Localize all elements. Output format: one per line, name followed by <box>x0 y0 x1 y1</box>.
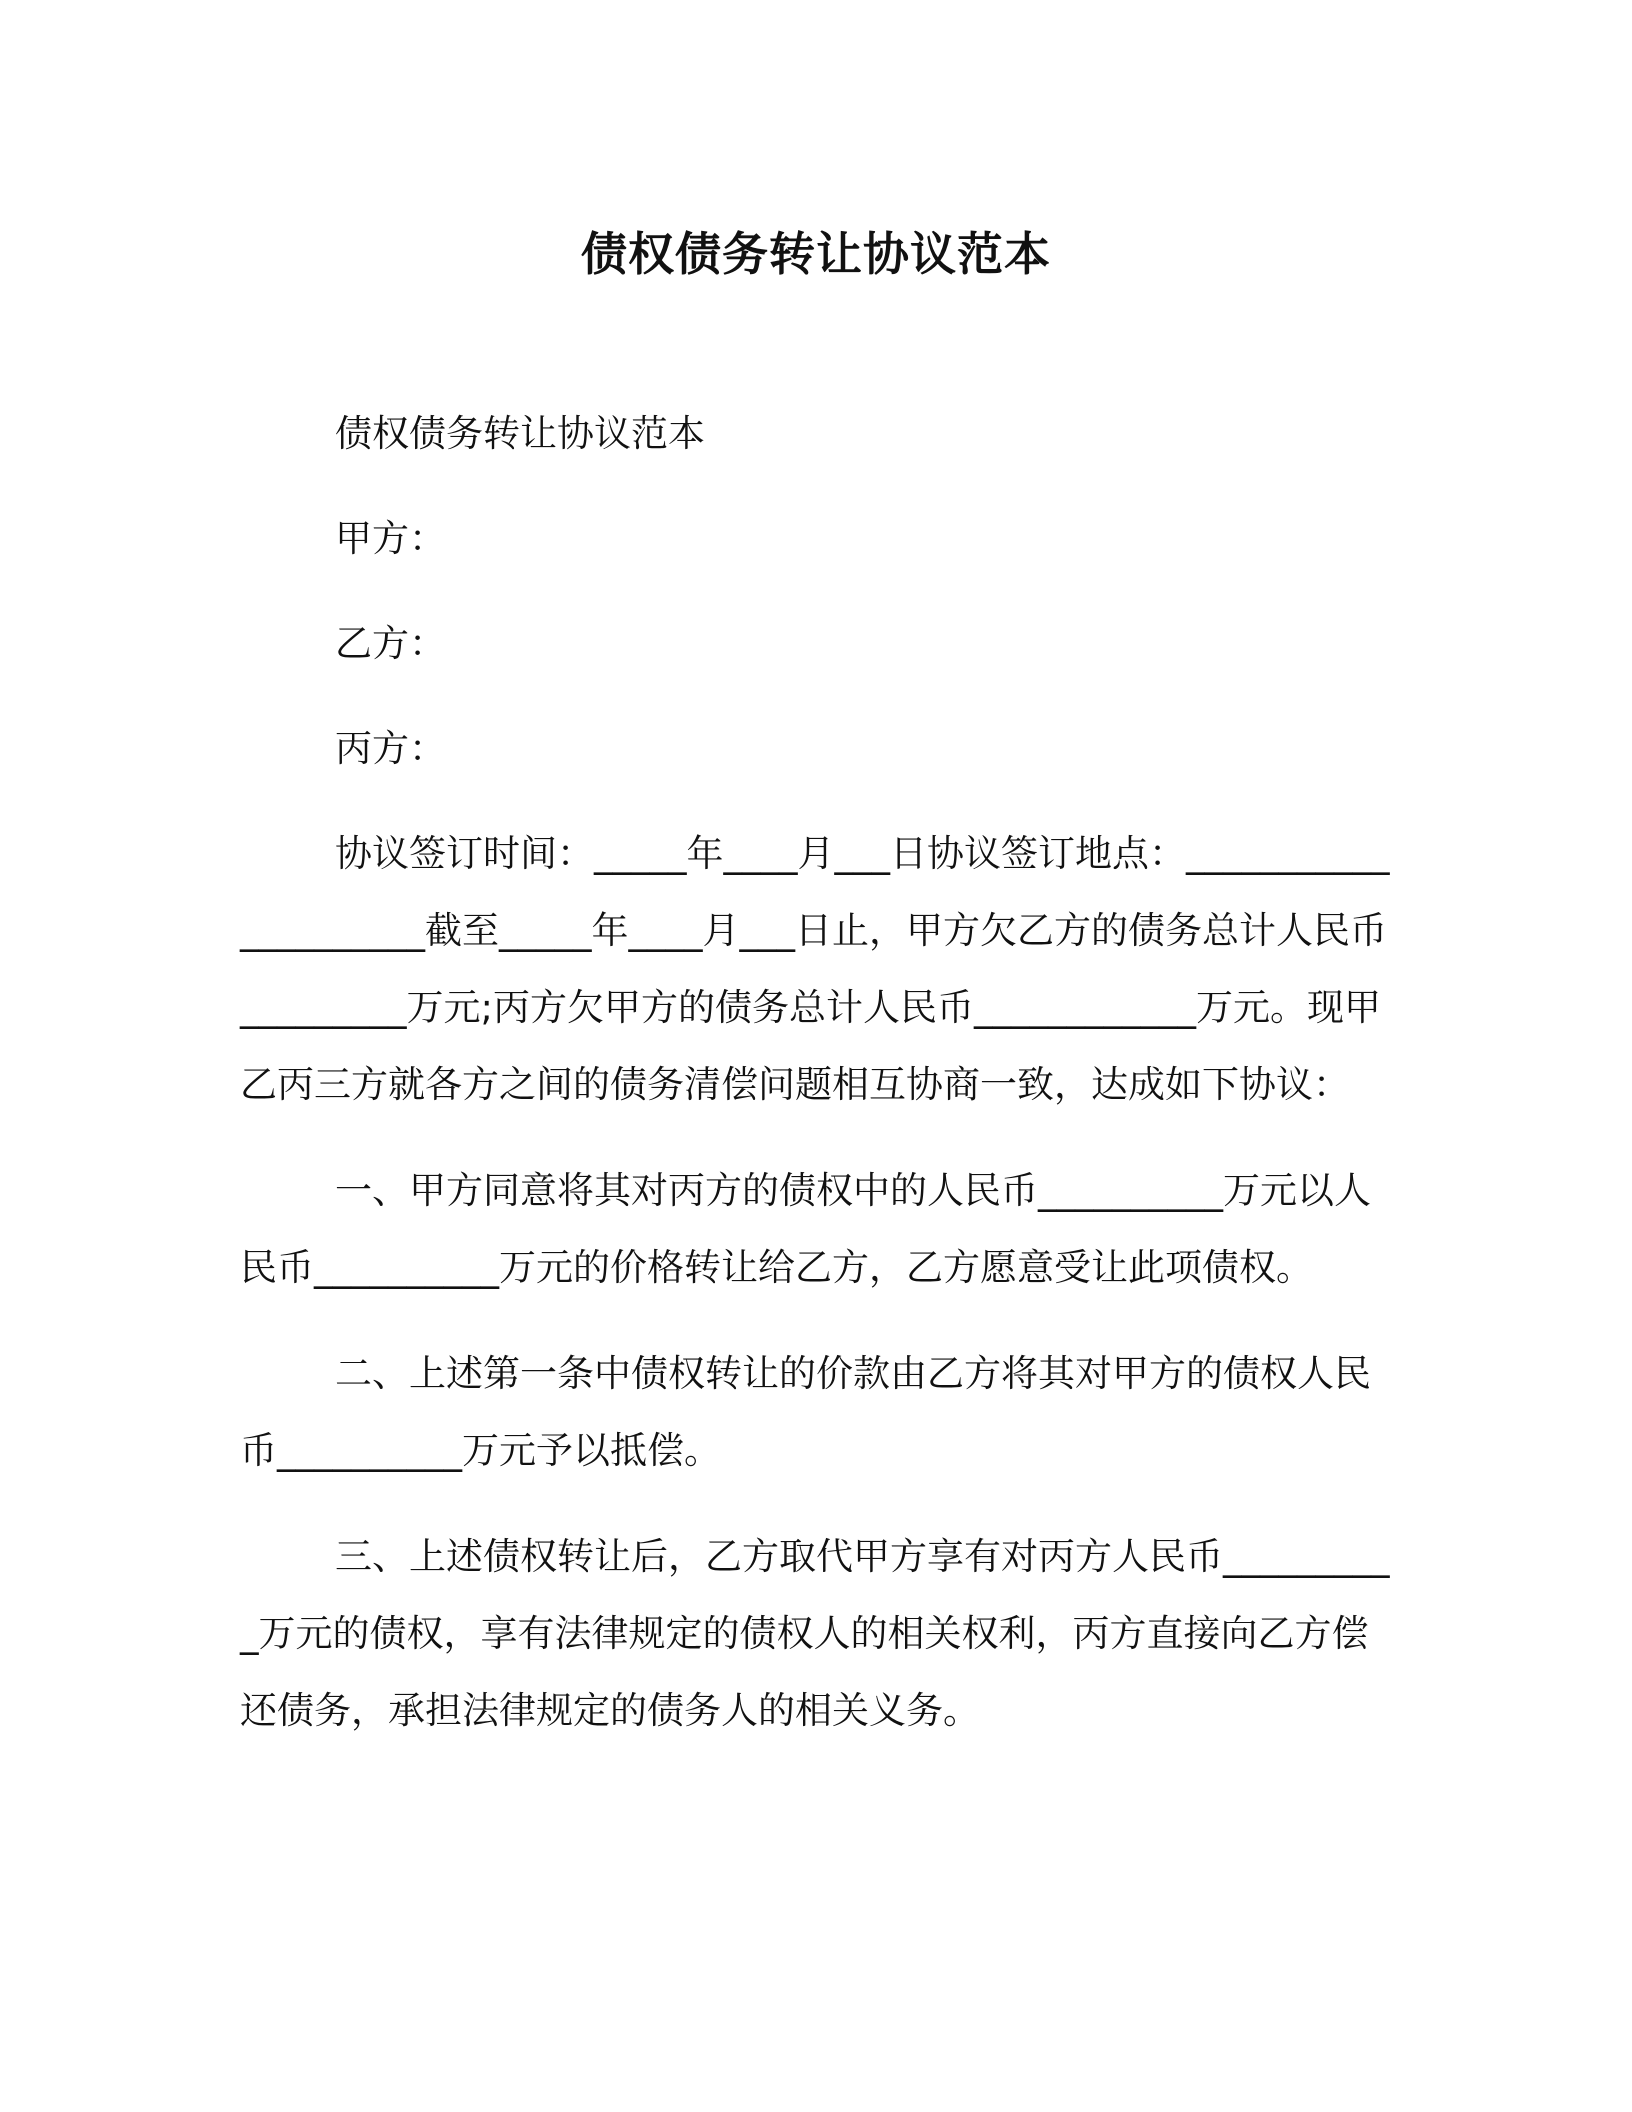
party-a-line: 甲方： <box>335 517 446 560</box>
document-title: 债权债务转让协议范本 <box>581 227 1051 281</box>
document-body <box>240 395 1390 1749</box>
clause-1: 一、甲方同意将其对丙方的债权中的人民币__________万元以人民币__________万元的价格转让给乙方，乙方愿意受让此项债权。 <box>240 1169 1371 1289</box>
clause-3: 三、上述债权转让后，乙方取代甲方享有对丙方人民币__________万元的债权，享有法律规定的债权人的相关权利，丙方直接向乙方偿还债务，承担法律规定的债务人的相关义务。 <box>240 1535 1390 1732</box>
party-c-line: 丙方： <box>335 727 446 770</box>
party-b-line: 乙方： <box>335 622 446 665</box>
intro-paragraph: 协议签订时间：_____年____月___日协议签订地点：_____________________截至_____年____月___日止，甲方欠乙方的债务总计人民币_________万元;丙方欠甲方的债务总计人民币____________万元。现甲乙丙三方就各方之间的债务清偿问题相互协商一致，达成如下协议： <box>240 832 1390 1106</box>
clause-2: 二、上述第一条中债权转让的价款由乙方将其对甲方的债权人民币__________万元予以抵偿。 <box>240 1352 1371 1472</box>
document-subtitle: 债权债务转让协议范本 <box>335 412 705 455</box>
